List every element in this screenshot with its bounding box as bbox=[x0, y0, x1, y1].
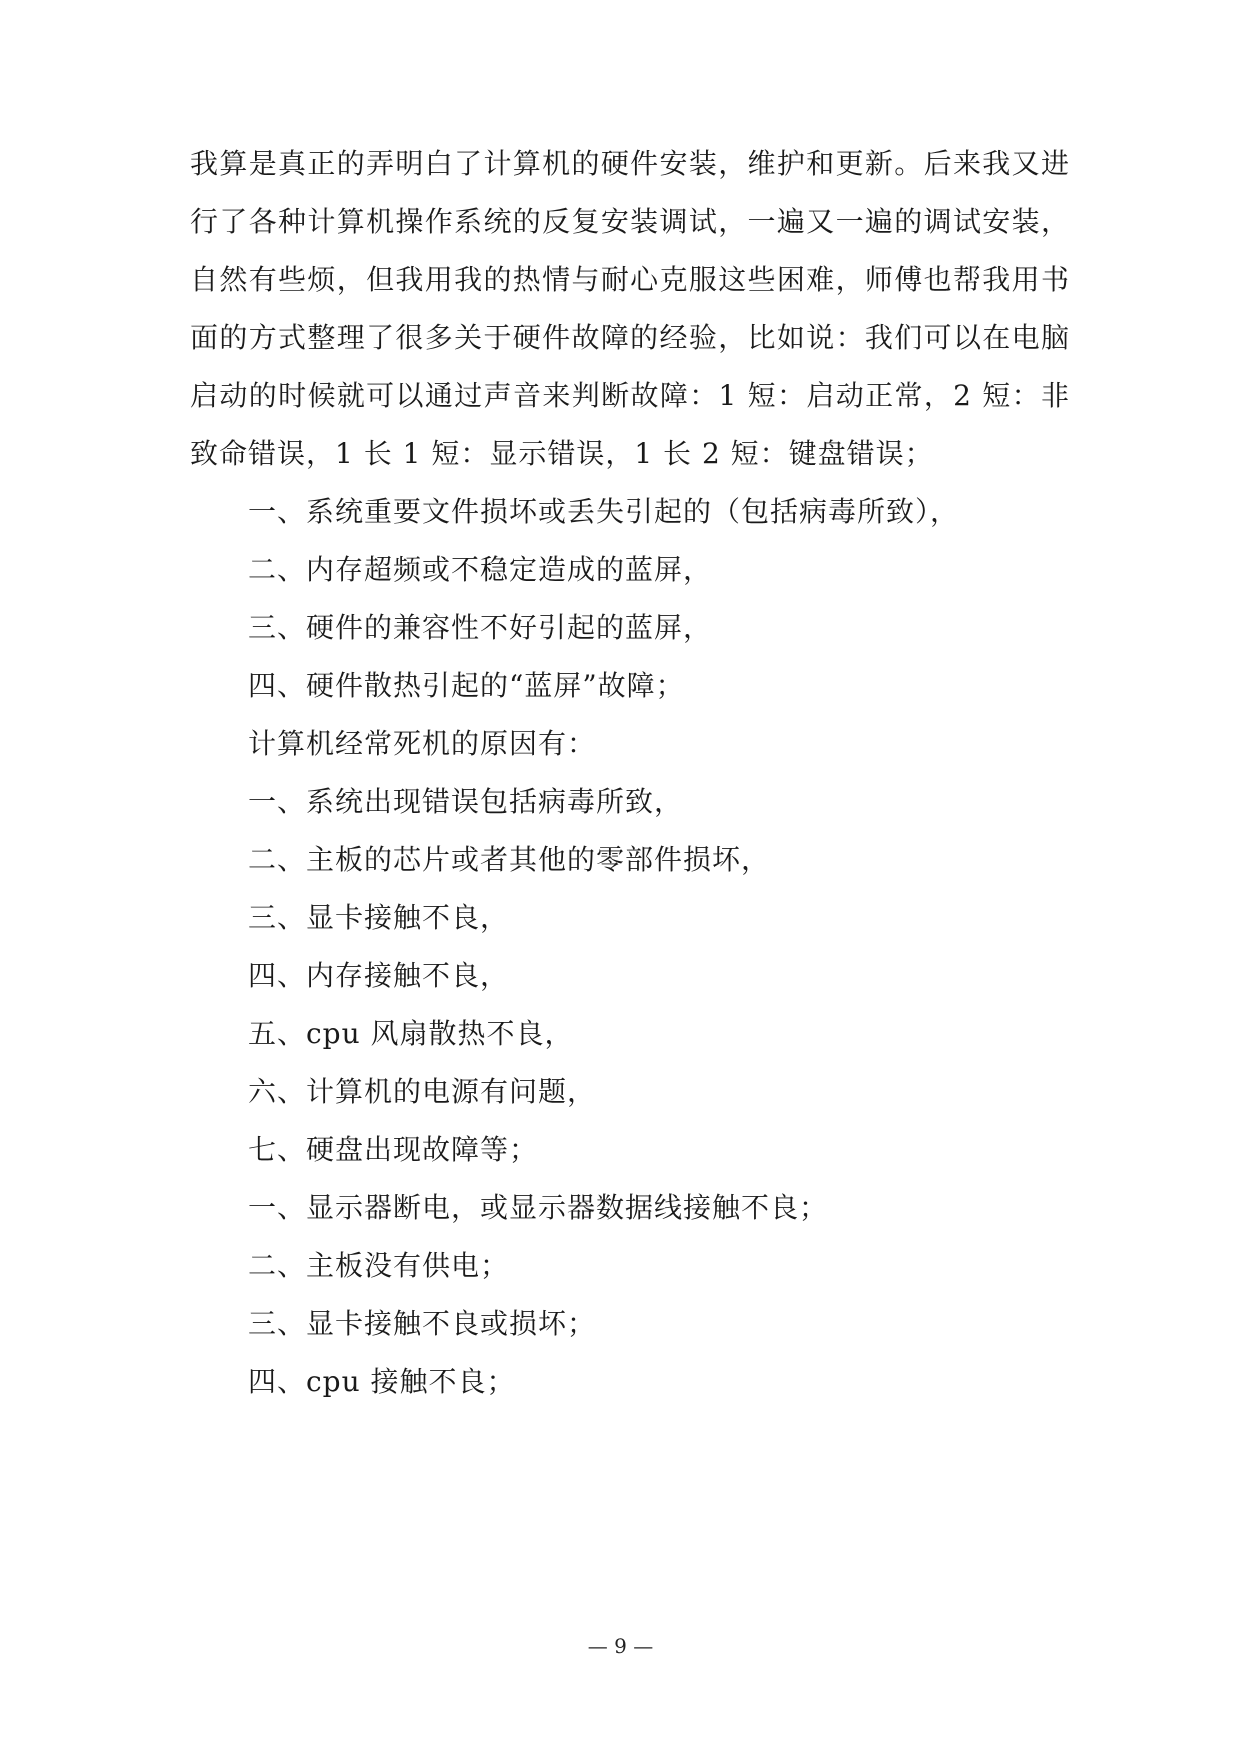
list-item: 一、系统出现错误包括病毒所致， bbox=[248, 785, 684, 818]
list-item: 二、主板没有供电； bbox=[248, 1249, 510, 1282]
list-item: 三、显卡接触不良或损坏； bbox=[248, 1307, 597, 1340]
list-item: 三、显卡接触不良， bbox=[248, 901, 510, 934]
paragraph-line: 致命错误，1 长 1 短：显示错误，1 长 2 短：键盘错误； bbox=[190, 437, 934, 470]
list-item: 四、内存接触不良， bbox=[248, 959, 510, 992]
list-item: 四、cpu 接触不良； bbox=[248, 1365, 516, 1398]
list-item: 一、系统重要文件损坏或丢失引起的（包括病毒所致）， bbox=[248, 495, 960, 528]
list-item: 五、cpu 风扇散热不良， bbox=[248, 1017, 574, 1050]
section-heading: 计算机经常死机的原因有： bbox=[248, 727, 597, 760]
paragraph-line: 我算是真正的弄明白了计算机的硬件安装，维护和更新。后来我又进 bbox=[190, 147, 1070, 180]
paragraph-line: 面的方式整理了很多关于硬件故障的经验，比如说：我们可以在电脑 bbox=[190, 321, 1070, 354]
paragraph-line: 启动的时候就可以通过声音来判断故障：1 短：启动正常，2 短：非 bbox=[190, 379, 1070, 412]
list-item: 一、显示器断电，或显示器数据线接触不良； bbox=[248, 1191, 829, 1224]
list-item: 二、内存超频或不稳定造成的蓝屏， bbox=[248, 553, 713, 586]
list-item: 二、主板的芯片或者其他的零部件损坏， bbox=[248, 843, 771, 876]
page-number: — 9 — bbox=[587, 1634, 654, 1658]
list-item: 六、计算机的电源有问题， bbox=[248, 1075, 597, 1108]
list-item: 七、硬盘出现故障等； bbox=[248, 1133, 539, 1166]
paragraph-line: 行了各种计算机操作系统的反复安装调试，一遍又一遍的调试安装， bbox=[190, 205, 1070, 238]
list-item: 三、硬件的兼容性不好引起的蓝屏， bbox=[248, 611, 713, 644]
paragraph-line: 自然有些烦，但我用我的热情与耐心克服这些困难，师傅也帮我用书 bbox=[190, 263, 1070, 296]
list-item: 四、硬件散热引起的“蓝屏”故障； bbox=[248, 669, 685, 702]
